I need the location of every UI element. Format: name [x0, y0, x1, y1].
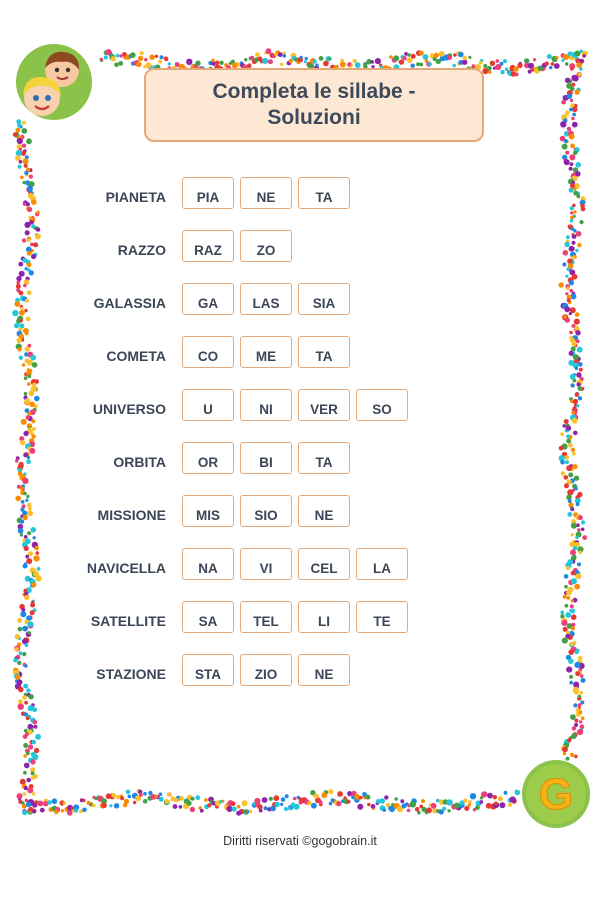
word-label: UNIVERSO [92, 401, 166, 417]
word-row [0, 442, 600, 474]
syllable-box: MIS [182, 495, 234, 527]
word-label: GALASSIA [93, 295, 166, 311]
syllable-box: LAS [240, 283, 292, 315]
syllable-box: SIO [240, 495, 292, 527]
syllable-box: VI [240, 548, 292, 580]
syllable-box: OR [182, 442, 234, 474]
title-line-2: Soluzioni [267, 106, 361, 129]
word-row [0, 336, 600, 368]
word-label: MISSIONE [97, 507, 166, 523]
word-label: COMETA [106, 348, 166, 364]
word-label: NAVICELLA [86, 560, 166, 576]
syllable-box: NE [298, 495, 350, 527]
title-line-1: Completa le sillabe - [212, 80, 416, 103]
syllable-box: LA [356, 548, 408, 580]
syllable-box: NE [298, 654, 350, 686]
word-row [0, 389, 600, 421]
syllable-box: CO [182, 336, 234, 368]
syllable-box: NA [182, 548, 234, 580]
syllable-box: U [182, 389, 234, 421]
syllable-box: BI [240, 442, 292, 474]
syllable-box: SIA [298, 283, 350, 315]
syllable-box: SA [182, 601, 234, 633]
word-label: RAZZO [117, 242, 166, 258]
syllable-box: SO [356, 389, 408, 421]
word-label: STAZIONE [96, 666, 166, 682]
word-row [0, 283, 600, 315]
word-row [0, 495, 600, 527]
syllable-box: PIA [182, 177, 234, 209]
syllable-box: TA [298, 177, 350, 209]
word-row [0, 177, 600, 209]
syllable-box: ME [240, 336, 292, 368]
word-row [0, 230, 600, 262]
footer-copyright: Diritti riservati ©gogobrain.it [223, 834, 377, 848]
syllable-box: ZO [240, 230, 292, 262]
syllable-box: ZIO [240, 654, 292, 686]
syllable-box: STA [182, 654, 234, 686]
syllable-box: NE [240, 177, 292, 209]
syllable-box: TA [298, 336, 350, 368]
word-row [0, 601, 600, 633]
syllable-box: TE [356, 601, 408, 633]
word-label: SATELLITE [90, 613, 166, 629]
word-row [0, 654, 600, 686]
syllable-box: NI [240, 389, 292, 421]
syllable-box: TEL [240, 601, 292, 633]
syllable-box: VER [298, 389, 350, 421]
word-row [0, 548, 600, 580]
gogobrain-logo-icon [520, 758, 592, 830]
syllable-box: RAZ [182, 230, 234, 262]
syllable-box: TA [298, 442, 350, 474]
word-label: ORBITA [113, 454, 166, 470]
syllable-box: LI [298, 601, 350, 633]
word-label: PIANETA [105, 189, 166, 205]
syllable-box: CEL [298, 548, 350, 580]
logo-letter: G [538, 770, 574, 819]
syllable-box: GA [182, 283, 234, 315]
